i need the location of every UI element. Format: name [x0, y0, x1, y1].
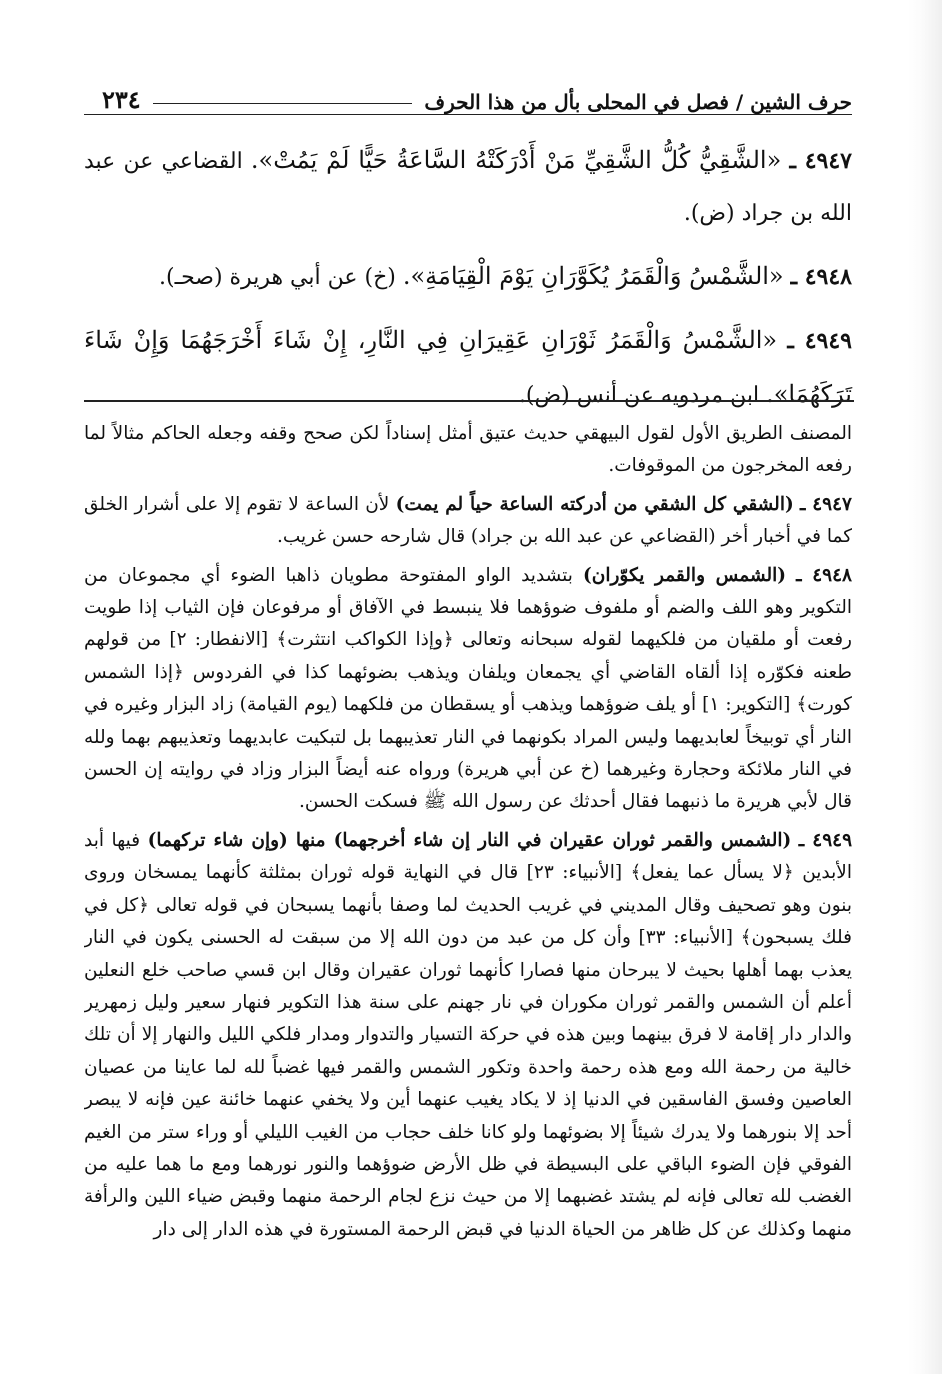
hadith-text: «الشَّمْسُ وَالْقَمَرُ يُكَوَّرَانِ يَوْمَ الْقِيَامَةِ». — [402, 262, 784, 290]
commentary-item — [84, 560, 852, 819]
commentary — [84, 418, 852, 1358]
commentary-intro: المصنف الطريق الأول لقول البيهقي حديث عتيق أمثل إسناداً لكن صحح وقفه وجعله الحاكم مثالاً لما رفعه المخرجون من الموقوفات. — [84, 423, 852, 477]
commentary-divider — [84, 400, 854, 402]
hadith-source: ابن مردويه عن أنس (ض). — [518, 383, 760, 408]
commentary-number: ٤٩٤٧ ـ — [799, 493, 852, 515]
chapter-title: حرف الشين / فصل في المحلى بأل من هذا الحرف — [424, 90, 852, 114]
commentary-lead: (الشمس والقمر ثوران عقيران في النار إن شاء أخرجهما) منها (وإن شاء تركهما) — [147, 829, 792, 851]
commentary-number: ٤٩٤٩ ـ — [798, 829, 852, 851]
hadith-entry — [84, 314, 852, 422]
commentary-number: ٤٩٤٨ ـ — [796, 564, 852, 586]
hadith-text: «الشَّمْسُ وَالْقَمَرُ ثَوْرَانِ عَقِيرَانِ فِي النَّارِ، إِنْ شَاءَ أَخْرَجَهُمَا وَإِنْ شَاءَ تَرَكَهُمَا». — [84, 326, 852, 408]
running-header — [84, 80, 852, 115]
commentary-item — [84, 825, 852, 1246]
hadith-number: ٤٩٤٩ ـ — [787, 328, 852, 354]
hadith-entry — [84, 134, 852, 240]
commentary-lead: (الشمس والقمر يكوّران) — [583, 564, 786, 586]
hadith-number: ٤٩٤٧ ـ — [789, 148, 852, 174]
commentary-text: لأن الساعة لا تقوم إلا على أشرار الخلق كما في أخبار أخر (القضاعي عن عبد الله بن جراد) قال شارحه حسن غريب. — [84, 493, 852, 548]
page-number: ٢٣٤ — [102, 85, 141, 114]
hadith-number: ٤٩٤٨ ـ — [790, 264, 852, 290]
hadith-text: «الشَّقِيُّ كُلُّ الشَّقِيِّ مَنْ أَدْرَكَتْهُ السَّاعَةُ حَيًّا لَمْ يَمُتْ». — [250, 146, 782, 174]
hadith-source: (خ) عن أبي هريرة (صحـ). — [159, 265, 396, 290]
hadith-entry — [84, 250, 852, 304]
header-rule — [153, 103, 413, 104]
hadith-source: القضاعي عن عبد الله بن جراد (ض). — [84, 149, 852, 226]
commentary-text: بتشديد الواو المفتوحة مطويان ذاهبا الضوء أي مجموعان من التكوير وهو اللف والضم أو ملفوف ضوؤهما فلا ينبسط في الآفاق أو مرفوعان فإن الثياب إذا طويت رفعت أو ملقيان من فلكيهما لقوله سبحانه وتعالى ﴿وإذا الكواكب انتثرت﴾ [الانفطار: ٢] من قولهم طعنه فكوّره إذا ألقاه القاضي أي يجمعان ويلفان ويذهب بضوئهما كذا في الفردوس ﴿إذا الشمس كورت﴾ [التكوير: ١] أو يلف ضوؤهما ويذهب أو يسقطان من فلكهما (يوم القيامة) زاد البزار وغيره في النار أي توبيخاً لعابديهما وليس المراد بكونهما في النار تعذيبهما بل لتبكيت عابديهما وتعذيبهم بهما ولله في النار ملائكة وحجارة وغيرهما (خ عن أبي هريرة) ورواه عنه أيضاً البزار وزاد في روايته إن الحسن قال لأبي هريرة ما ذنبهما فقال أحدثك عن رسول الله ﷺ فسكت الحسن. — [84, 564, 852, 813]
commentary-text: فيها أبد الأبدين ﴿لا يسأل عما يفعل﴾ [الأنبياء: ٢٣] قال في النهاية قوله ثوران بمثلثة كأنهما يمسخان وروى بنون وهو تصحيف وقال المديني في غريب الحديث لما وصفا بأنهما يسبحان في قوله تعالى ﴿كل في فلك يسبحون﴾ [الأنبياء: ٣٣] وأن كل من عبد من دون الله إلا من سبقت له الحسنى يكون في النار يعذب بهما أهلها بحيث لا يبرحان منها فصارا كأنهما ثوران عقيران وقال ابن قسي صاحب خلع النعلين أعلم أن الشمس والقمر ثوران مكوران في نار جهنم على سنة هذا التكوير فنهار سعير وليل زمهرير والدار دار إقامة لا فرق بينهما وبين هذه في حركة التسيار والتدوار ومدار فلكي الليل والنهار إلا أن تلك خالية من رحمة الله ومع هذه رحمة واحدة وتكور الشمس والقمر فيها غضباً لله لما عاينا من عصيان العاصين وفسق الفاسقين في الدنيا إذ لا يكاد يغيب عنهما أين ولا يخفي عنهما خائنة عين فإنه لا يبصر أحد إلا بنورهما ولا يدرك شيئاً إلا بضوئهما ولو كانا خلف حجاب من الغيب الليلي أو وراء ستر من الغيم الفوقي فإن الضوء الباقي على البسيطة في ظل الأرض ضوؤهما والنور نورهما ومع ما هما عليه من الغضب لله تعالى فإنه لم يشتد غضبهما إلا من حيث نزع لجام الرحمة منهما وقبض ضياء اللين والرأفة منهما وكذلك عن كل ظاهر من الحياة الدنيا في قبض الرحمة المستورة في هذه الدار إلى دار — [84, 829, 852, 1240]
binding-gutter — [908, 0, 942, 1374]
commentary-item — [84, 489, 852, 554]
hadith-entries — [84, 134, 852, 432]
commentary-lead: (الشقي كل الشقي من أدركته الساعة حياً لم يمت) — [395, 493, 794, 515]
